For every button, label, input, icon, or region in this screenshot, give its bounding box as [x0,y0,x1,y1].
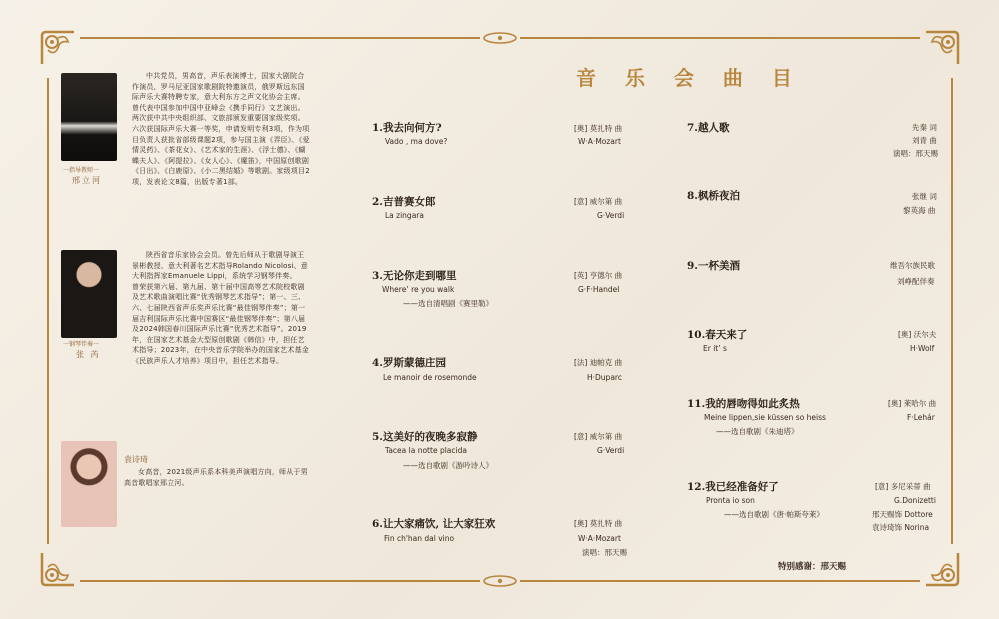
item-title: 7.越人歌 [687,122,730,134]
item-title: 4.罗斯蒙德庄园 [372,357,446,369]
item-composer-en: W·A·Mozart [578,534,621,543]
item-composer-en: H·Duparc [587,373,622,382]
corner-ornament-bottom-left [38,549,78,589]
bio-text-teacher: 中共党员，男高音，声乐表演博士，国家大剧院合作演员，罗马尼亚国家歌剧院特邀演员，俄罗斯远东国际声乐大赛特聘专家，意大利东方之声文化协会主席。曾代表中国参加中国中亚峰会《携手同行》文艺演出。两次获中共中央组织部、文旅部颁发重要国家级奖项。六次获国际声乐大赛一等奖，申请发明专利3项，作为项目负责人获批省部级课题2项，参与国主演《弄臣》、《爱情灵药》、《茶花女》、《艺术家的生涯》、《浮士德》、《蝴蝶夫人》、《阿提拉》、《女人心》、《魔笛》，中国原创歌剧《日出》、《白鹿原》、《小二黑结婚》等歌剧。家级项目2项，发表论文8篇，出版专著1部。 [132,72,310,186]
item-source: ——选自歌剧《游吟诗人》 [403,461,493,470]
bio-text-soprano: 女高音，2021级声乐系本科美声演唱方向，师从于男高音歌唱家邢立河。 [124,468,308,487]
item-composer-en: F·Lehár [907,413,935,422]
item-original-title: Meine lippen,sie küssen so heiss [704,413,826,422]
item-title: 1.我去向何方? [372,122,442,134]
item-title: 11.我的唇吻得如此炙热 [687,398,800,410]
item-composer: [奥] 莱哈尔 曲 [888,399,937,408]
item-composer: 刘青 曲 [912,136,937,145]
name-caption-pianist: 张 芮 [76,350,101,359]
left-border-line [47,78,49,544]
item-title: 2.吉普赛女郎 [372,196,436,208]
corner-ornament-bottom-right [922,549,962,589]
corner-ornament-top-right [922,28,962,68]
item-original-title: Er it’ s [703,344,727,353]
name-caption-teacher: 邢立河 [72,176,102,185]
item-original-title: Pronta io son [706,496,755,505]
item-composer-en: G·F·Handel [578,285,620,294]
right-border-line [951,78,953,544]
item-composer: [英] 亨德尔 曲 [574,271,623,280]
item-source: ——选自歌剧《朱迪塔》 [716,427,799,436]
name-caption-soprano: 袁诗琦 [124,455,148,464]
portrait-photo-soprano [61,441,117,527]
bottom-border-line-right [520,580,920,582]
middle-ornament-top [482,31,518,45]
portrait-photo-pianist [61,250,117,338]
item-title: 12.我已经准备好了 [687,481,779,493]
item-arranger: 刘峥配伴奏 [897,277,935,286]
top-border-line-right [520,37,920,39]
item-composer-en: G·Verdi [597,446,625,455]
item-title: 6.让大家痛饮, 让大家狂欢 [372,518,496,530]
page-title: 音 乐 会 曲 目 [576,66,803,90]
item-title: 10.春天来了 [687,329,748,341]
item-composer: [意] 多尼采蒂 曲 [875,482,931,491]
item-composer: [奥] 莫扎特 曲 [574,124,623,133]
item-composer-en: G·Verdi [597,211,625,220]
item-original-title: Tacea la notte placida [385,446,467,455]
item-title: 3.无论你走到哪里 [372,270,457,282]
item-original-title: Vado , ma dove? [385,137,448,146]
item-composer: [奥] 莫扎特 曲 [574,519,623,528]
item-source: ——选自歌剧《唐·帕斯夸莱》 [724,510,824,519]
item-title: 8.枫桥夜泊 [687,190,740,202]
item-composer: 黎英海 曲 [903,206,936,215]
item-source: ——选自清唱剧《赛里勒》 [403,299,493,308]
item-composer: [意] 威尔第 曲 [574,432,623,441]
item-original-title: La zingara [385,211,424,220]
item-composer-en: W·A·Mozart [578,137,621,146]
item-original-title: Fin ch'han dal vino [384,534,455,543]
item-original-title: Le manoir de rosemonde [383,373,477,382]
item-composer: 维吾尔族民歌 [890,261,935,270]
corner-ornament-top-left [38,28,78,68]
item-composer-en: G.Donizetti [894,496,936,505]
item-title: 9.一杯美酒 [687,260,740,272]
bottom-border-line [80,580,480,582]
item-cast-norina: 袁诗琦饰 Norina [872,523,930,532]
middle-ornament-bottom [482,574,518,588]
item-performer: 演唱：邢天赐 [582,548,627,557]
role-caption-pianist: 一钢琴伴奏一 [63,341,100,348]
portrait-photo-teacher [61,73,117,161]
item-lyricist: 张继 词 [912,192,937,201]
top-border-line [80,37,480,39]
bio-text-pianist: 陕西省音乐家协会会员。曾先后师从于歌剧导演王景彬教授、意大利著名艺术指导Rolando Nicolosi、意大利指挥家Emanuele Lippi，系统学习钢琴伴奏。 曾荣获第六届、第九届、第十届中国高等艺术院校歌剧及艺术歌曲演唱比赛“优秀钢琴艺术指导”；第一、三、六、七届陕西省声乐奖声乐比赛“最佳钢琴伴奏”；第一届吉利国际声乐比赛中国赛区“最佳钢琴伴奏”；第八届及2024韩国春川国际声乐比赛“优秀艺术指导”。2019年，在国家艺术基金大型原创歌剧《韩信》中，担任艺术指导；2023年，在中央音乐学院举办的国家艺术基金《民族声乐人才培养》项目中，担任艺术指导。 [132,251,310,365]
item-lyricist: 先秦 词 [912,123,937,132]
item-composer-en: H·Wolf [910,344,935,353]
item-composer: [意] 威尔第 曲 [574,197,623,206]
item-performer: 演唱：邢天赐 [893,149,938,158]
item-cast-dottore: 邢天赐饰 Dottore [872,510,933,519]
item-title: 5.这美好的夜晚多寂静 [372,431,478,443]
special-thanks: 特别感谢：邢天赐 [778,562,847,572]
item-original-title: Where’ re you walk [382,285,455,294]
role-caption-teacher: 一指导教师一 [63,167,100,174]
item-composer: [法] 迪帕克 曲 [574,358,623,367]
item-composer: [奥] 沃尔夫 [898,330,937,339]
